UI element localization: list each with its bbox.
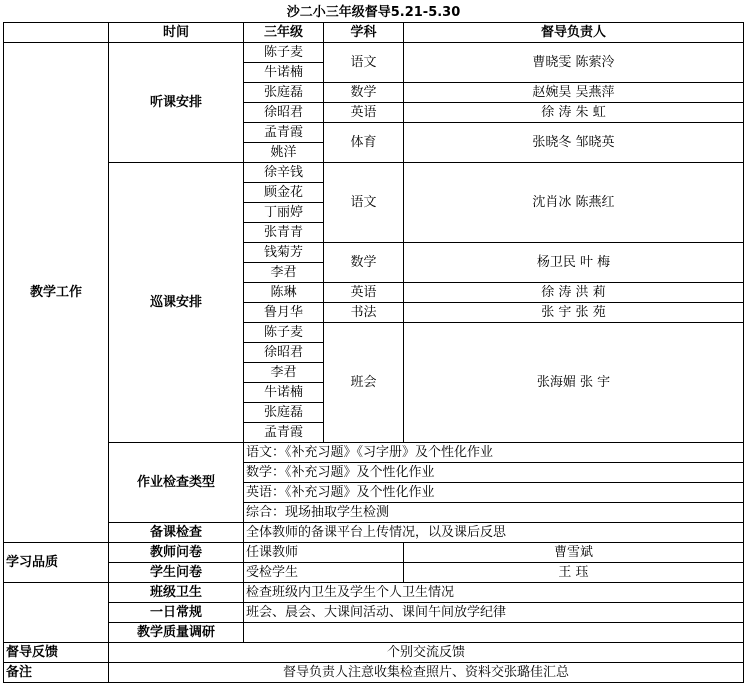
remarks-text: 督导负责人注意收集检查照片、资料交张璐佳汇总 — [109, 663, 744, 683]
routine-label: 一日常规 — [109, 603, 244, 623]
table-title: 沙二小三年级督导5.21-5.30 — [4, 3, 744, 23]
routine-text: 班会、晨会、大课间活动、课间午间放学纪律 — [244, 603, 744, 623]
patrol-teacher: 孟青霞 — [244, 423, 324, 443]
listening-teacher: 徐昭君 — [244, 103, 324, 123]
patrol-supervisor: 杨卫民 叶 梅 — [404, 243, 744, 283]
quality-research-text — [244, 623, 744, 643]
homework-item: 综合：现场抽取学生检测 — [244, 503, 744, 523]
patrol-teacher: 徐辛钱 — [244, 163, 324, 183]
header-time: 时间 — [109, 23, 244, 43]
patrol-supervisor: 沈肖冰 陈燕红 — [404, 163, 744, 243]
patrol-teacher: 鲁月华 — [244, 303, 324, 323]
section-quality: 学习品质 — [4, 543, 109, 583]
patrol-subject: 语文 — [324, 163, 404, 243]
patrol-teacher: 陈子麦 — [244, 323, 324, 343]
student-survey-supervisor: 王 珏 — [404, 563, 744, 583]
homework-item: 语文：《补充习题》《习字册》及个性化作业 — [244, 443, 744, 463]
patrol-teacher: 张青青 — [244, 223, 324, 243]
patrol-teacher: 徐昭君 — [244, 343, 324, 363]
patrol-teacher: 李君 — [244, 363, 324, 383]
homework-item: 数学：《补充习题》及个性化作业 — [244, 463, 744, 483]
section-teaching: 教学工作 — [4, 43, 109, 543]
listening-teacher: 张庭磊 — [244, 83, 324, 103]
supervision-table — [3, 3, 744, 683]
listening-supervisor: 张晓冬 邹晓英 — [404, 123, 744, 163]
patrol-supervisor: 张 宇 张 苑 — [404, 303, 744, 323]
listening-label: 听课安排 — [109, 43, 244, 163]
patrol-label: 巡课安排 — [109, 163, 244, 443]
patrol-teacher: 丁丽婷 — [244, 203, 324, 223]
teacher-survey-supervisor: 曹雪斌 — [404, 543, 744, 563]
patrol-subject: 书法 — [324, 303, 404, 323]
listening-subject: 体育 — [324, 123, 404, 163]
feedback-label: 督导反馈 — [4, 643, 109, 663]
patrol-supervisor: 张海媚 张 宇 — [404, 323, 744, 443]
teacher-survey-label: 教师问卷 — [109, 543, 244, 563]
patrol-supervisor: 徐 涛 洪 莉 — [404, 283, 744, 303]
patrol-teacher: 钱菊芳 — [244, 243, 324, 263]
prep-label: 备课检查 — [109, 523, 244, 543]
hygiene-label: 班级卫生 — [109, 583, 244, 603]
hygiene-text: 检查班级内卫生及学生个人卫生情况 — [244, 583, 744, 603]
patrol-teacher: 陈琳 — [244, 283, 324, 303]
listening-supervisor: 徐 涛 朱 虹 — [404, 103, 744, 123]
patrol-teacher: 顾金花 — [244, 183, 324, 203]
homework-label: 作业检查类型 — [109, 443, 244, 523]
header-blank — [4, 23, 109, 43]
listening-teacher: 姚洋 — [244, 143, 324, 163]
listening-subject: 英语 — [324, 103, 404, 123]
listening-subject: 语文 — [324, 43, 404, 83]
header-grade: 三年级 — [244, 23, 324, 43]
student-survey-who: 受检学生 — [244, 563, 404, 583]
section-blank — [4, 583, 109, 643]
patrol-subject: 数学 — [324, 243, 404, 283]
listening-teacher: 牛诺楠 — [244, 63, 324, 83]
patrol-subject: 班会 — [324, 323, 404, 443]
listening-subject: 数学 — [324, 83, 404, 103]
listening-supervisor: 曹晓雯 陈萦泠 — [404, 43, 744, 83]
patrol-subject: 英语 — [324, 283, 404, 303]
header-supervisor: 督导负责人 — [404, 23, 744, 43]
remarks-label: 备注 — [4, 663, 109, 683]
header-subject: 学科 — [324, 23, 404, 43]
listening-teacher: 孟青霞 — [244, 123, 324, 143]
quality-research-label: 教学质量调研 — [109, 623, 244, 643]
feedback-text: 个别交流反馈 — [109, 643, 744, 663]
student-survey-label: 学生问卷 — [109, 563, 244, 583]
listening-supervisor: 赵婉昊 吴燕萍 — [404, 83, 744, 103]
teacher-survey-who: 任课教师 — [244, 543, 404, 563]
patrol-teacher: 牛诺楠 — [244, 383, 324, 403]
prep-text: 全体教师的备课平台上传情况，以及课后反思 — [244, 523, 744, 543]
homework-item: 英语：《补充习题》及个性化作业 — [244, 483, 744, 503]
patrol-teacher: 张庭磊 — [244, 403, 324, 423]
listening-teacher: 陈子麦 — [244, 43, 324, 63]
patrol-teacher: 李君 — [244, 263, 324, 283]
